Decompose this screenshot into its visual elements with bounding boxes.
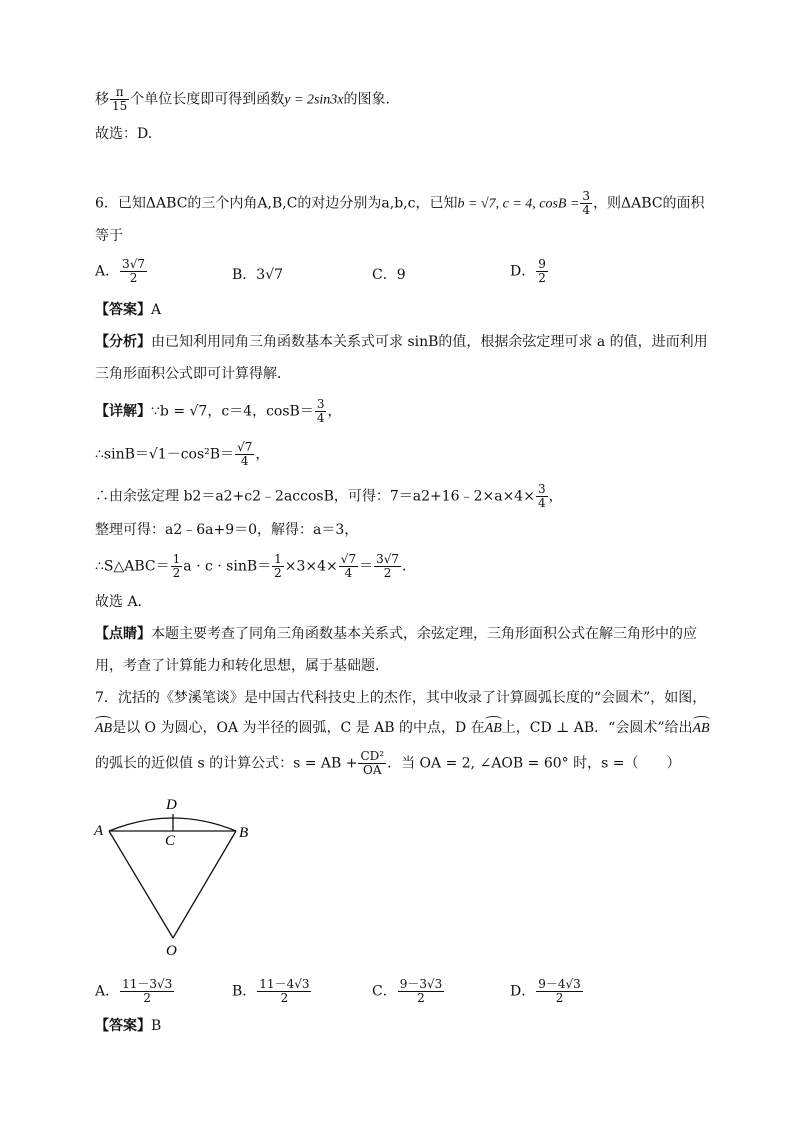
text: ，则ΔABC的面积 [593,195,705,212]
option-label: C． [372,983,397,1000]
option-value: 3√7 [256,267,284,283]
frac-num: √7 [340,552,357,566]
text: ∴由余弦定理 b2＝a2+c2﹣2accosB，可得：7＝a2+16﹣2×a×4× [95,488,535,505]
arc-symbol: AB [693,719,710,739]
frac-num: 3 [316,397,325,411]
text: 的图象． [343,91,400,108]
q6-detail-line2 [95,441,269,468]
label-O: O [166,943,177,959]
option-value: 9 [396,267,406,283]
option-label: D． [510,983,536,1000]
q6-detail-line4: 整理可得：a2﹣6a+9＝0，解得：a＝3， [95,522,359,538]
text: 本题主要考查了同角三角函数基本关系式，余弦定理，三角形面积公式在解三角形中的应 [151,626,697,642]
q6-detail-line1 [95,398,341,425]
frac-den: 4 [537,496,546,510]
text: ∴S△ABC＝ [95,558,170,575]
radius-OB [173,831,236,938]
text: 上，CD ⊥ AB．“会圆术”给出 [501,720,693,736]
fraction [358,750,386,777]
q6-detail-line6: 故选 A． [95,594,152,610]
fraction [339,553,358,580]
frac-den: 2 [383,566,392,580]
q7-option-b[interactable] [232,978,312,1005]
frac-num: π [110,86,129,100]
option-label: B． [232,267,257,283]
text: 沈括的《梦溪笔谈》是中国古代科技史上的杰作，其中收录了计算圆弧长度的“会圆术”，如图， [117,690,707,706]
frac-num: 3√7 [376,552,399,566]
option-label: D． [510,263,536,280]
arc-symbol: AB [485,719,502,739]
text: 个单位长度即可得到函数 [130,91,285,108]
option-label: A． [95,263,120,280]
fraction [536,483,548,510]
label-B: B [239,825,249,841]
text: ．当 OA = 2, ∠AOB = 60° 时，s =（ ） [387,755,681,772]
fraction [171,553,183,580]
option-label: C． [372,267,397,283]
analysis-tag: 【分析】 [95,334,151,350]
label-D: D [166,797,177,813]
q6-comment-line2: 用，考查了计算能力和转化思想，属于基础题． [95,658,389,674]
frac-num: 11－4√3 [259,977,310,991]
q6-option-b[interactable] [232,264,283,284]
fraction [536,978,583,1005]
fraction [110,86,129,113]
answer-value: B [151,1018,162,1034]
text: 是以 O 为圆心，OA 为半径的圆弧，C 是 AB 的中点，D 在 [112,720,485,736]
label-C: C [165,833,176,849]
q7-stem-line3 [95,750,680,777]
fraction [536,258,548,285]
frac-den: 2 [280,991,289,1005]
frac-den: 2 [172,566,181,580]
q6-option-c[interactable] [372,264,406,284]
q6-option-a[interactable] [95,258,148,285]
comment-tag: 【点睛】 [95,626,151,642]
prev-shift-line [95,86,400,113]
frac-den: 2 [143,991,152,1005]
fraction [580,190,592,217]
fraction [120,258,147,285]
q6-option-d[interactable] [510,258,549,285]
q7-option-c[interactable] [372,978,445,1005]
q7-stem-line2 [95,718,710,739]
answer-tag: 【答案】 [95,302,151,318]
q6-answer [95,300,161,320]
q7-option-d[interactable] [510,978,584,1005]
text: 已知ΔABC的三个内角A,B,C的对边分别为a,b,c，已知 [117,195,458,212]
text: 移 [95,91,109,108]
text: ×3×4× [284,558,338,575]
frac-num: 11－3√3 [122,977,173,991]
text: 由已知利用同角三角函数基本关系式可求 sinB的值，根据余弦定理可求 a 的值，进而利用 [151,334,708,350]
q7-stem-line1 [95,688,706,708]
q6-analysis-line2: 三角形面积公式即可计算得解． [95,366,291,382]
frac-den: 15 [112,99,128,113]
q7-option-a[interactable] [95,978,175,1005]
text: ∵b = √7，c＝4，cosB＝ [151,403,314,420]
frac-den: 4 [240,454,249,468]
fraction [272,553,284,580]
frac-num: 9－3√3 [399,977,443,991]
prev-answer: 故选：D. [95,126,153,142]
text: ＝ [359,558,374,575]
q6-analysis-line1 [95,332,708,352]
answer-value: A [151,302,162,318]
question-number: 7． [95,690,118,706]
frac-den: 4 [344,566,353,580]
q6-detail-line5 [95,553,416,580]
label-A: A [94,823,104,839]
frac-num: CD² [360,749,385,763]
frac-num: 9 [538,257,546,271]
sector-figure [90,795,260,960]
text: ∴sinB＝√1－cos²B＝ [95,446,235,463]
radius-OA [109,831,173,938]
frac-den: 2 [555,991,564,1005]
option-label: A． [95,983,120,1000]
text: ， [327,403,342,420]
frac-num: 1 [172,552,181,566]
formula: y = 2sin3x [284,92,344,108]
frac-den: OA [363,763,382,777]
fraction [315,398,327,425]
text: a · c · sinB＝ [183,558,272,575]
text: ， [548,488,563,505]
text: ， [255,446,270,463]
fraction [235,441,254,468]
q6-stem-line2: 等于 [95,228,123,244]
q7-answer [95,1016,161,1036]
question-number: 6． [95,195,118,212]
fraction [257,978,311,1005]
frac-num: 3 [582,189,591,203]
fraction [374,553,401,580]
text: ． [402,558,416,575]
answer-tag: 【答案】 [95,1018,151,1034]
frac-den: 2 [274,566,282,580]
arc-symbol: AB [95,719,112,739]
frac-num: √7 [237,440,253,454]
formula: b = √7, c = 4, cosB = [457,196,580,212]
frac-den: 2 [417,991,425,1005]
frac-num: 9－4√3 [538,977,581,991]
q6-comment-line1 [95,624,697,644]
q6-detail-line3 [95,483,563,510]
frac-num: 1 [274,552,282,566]
detail-tag: 【详解】 [95,403,151,420]
frac-den: 4 [316,411,325,425]
frac-den: 2 [129,271,138,285]
fraction [398,978,445,1005]
option-label: B． [232,983,257,1000]
text: 的弧长的近似值 s 的计算公式：s = AB + [95,755,358,772]
fraction [120,978,174,1005]
frac-den: 4 [582,203,591,217]
frac-num: 3 [537,482,546,496]
frac-num: 3√7 [122,257,146,271]
frac-den: 2 [538,271,546,285]
q6-stem-line1 [95,190,705,217]
